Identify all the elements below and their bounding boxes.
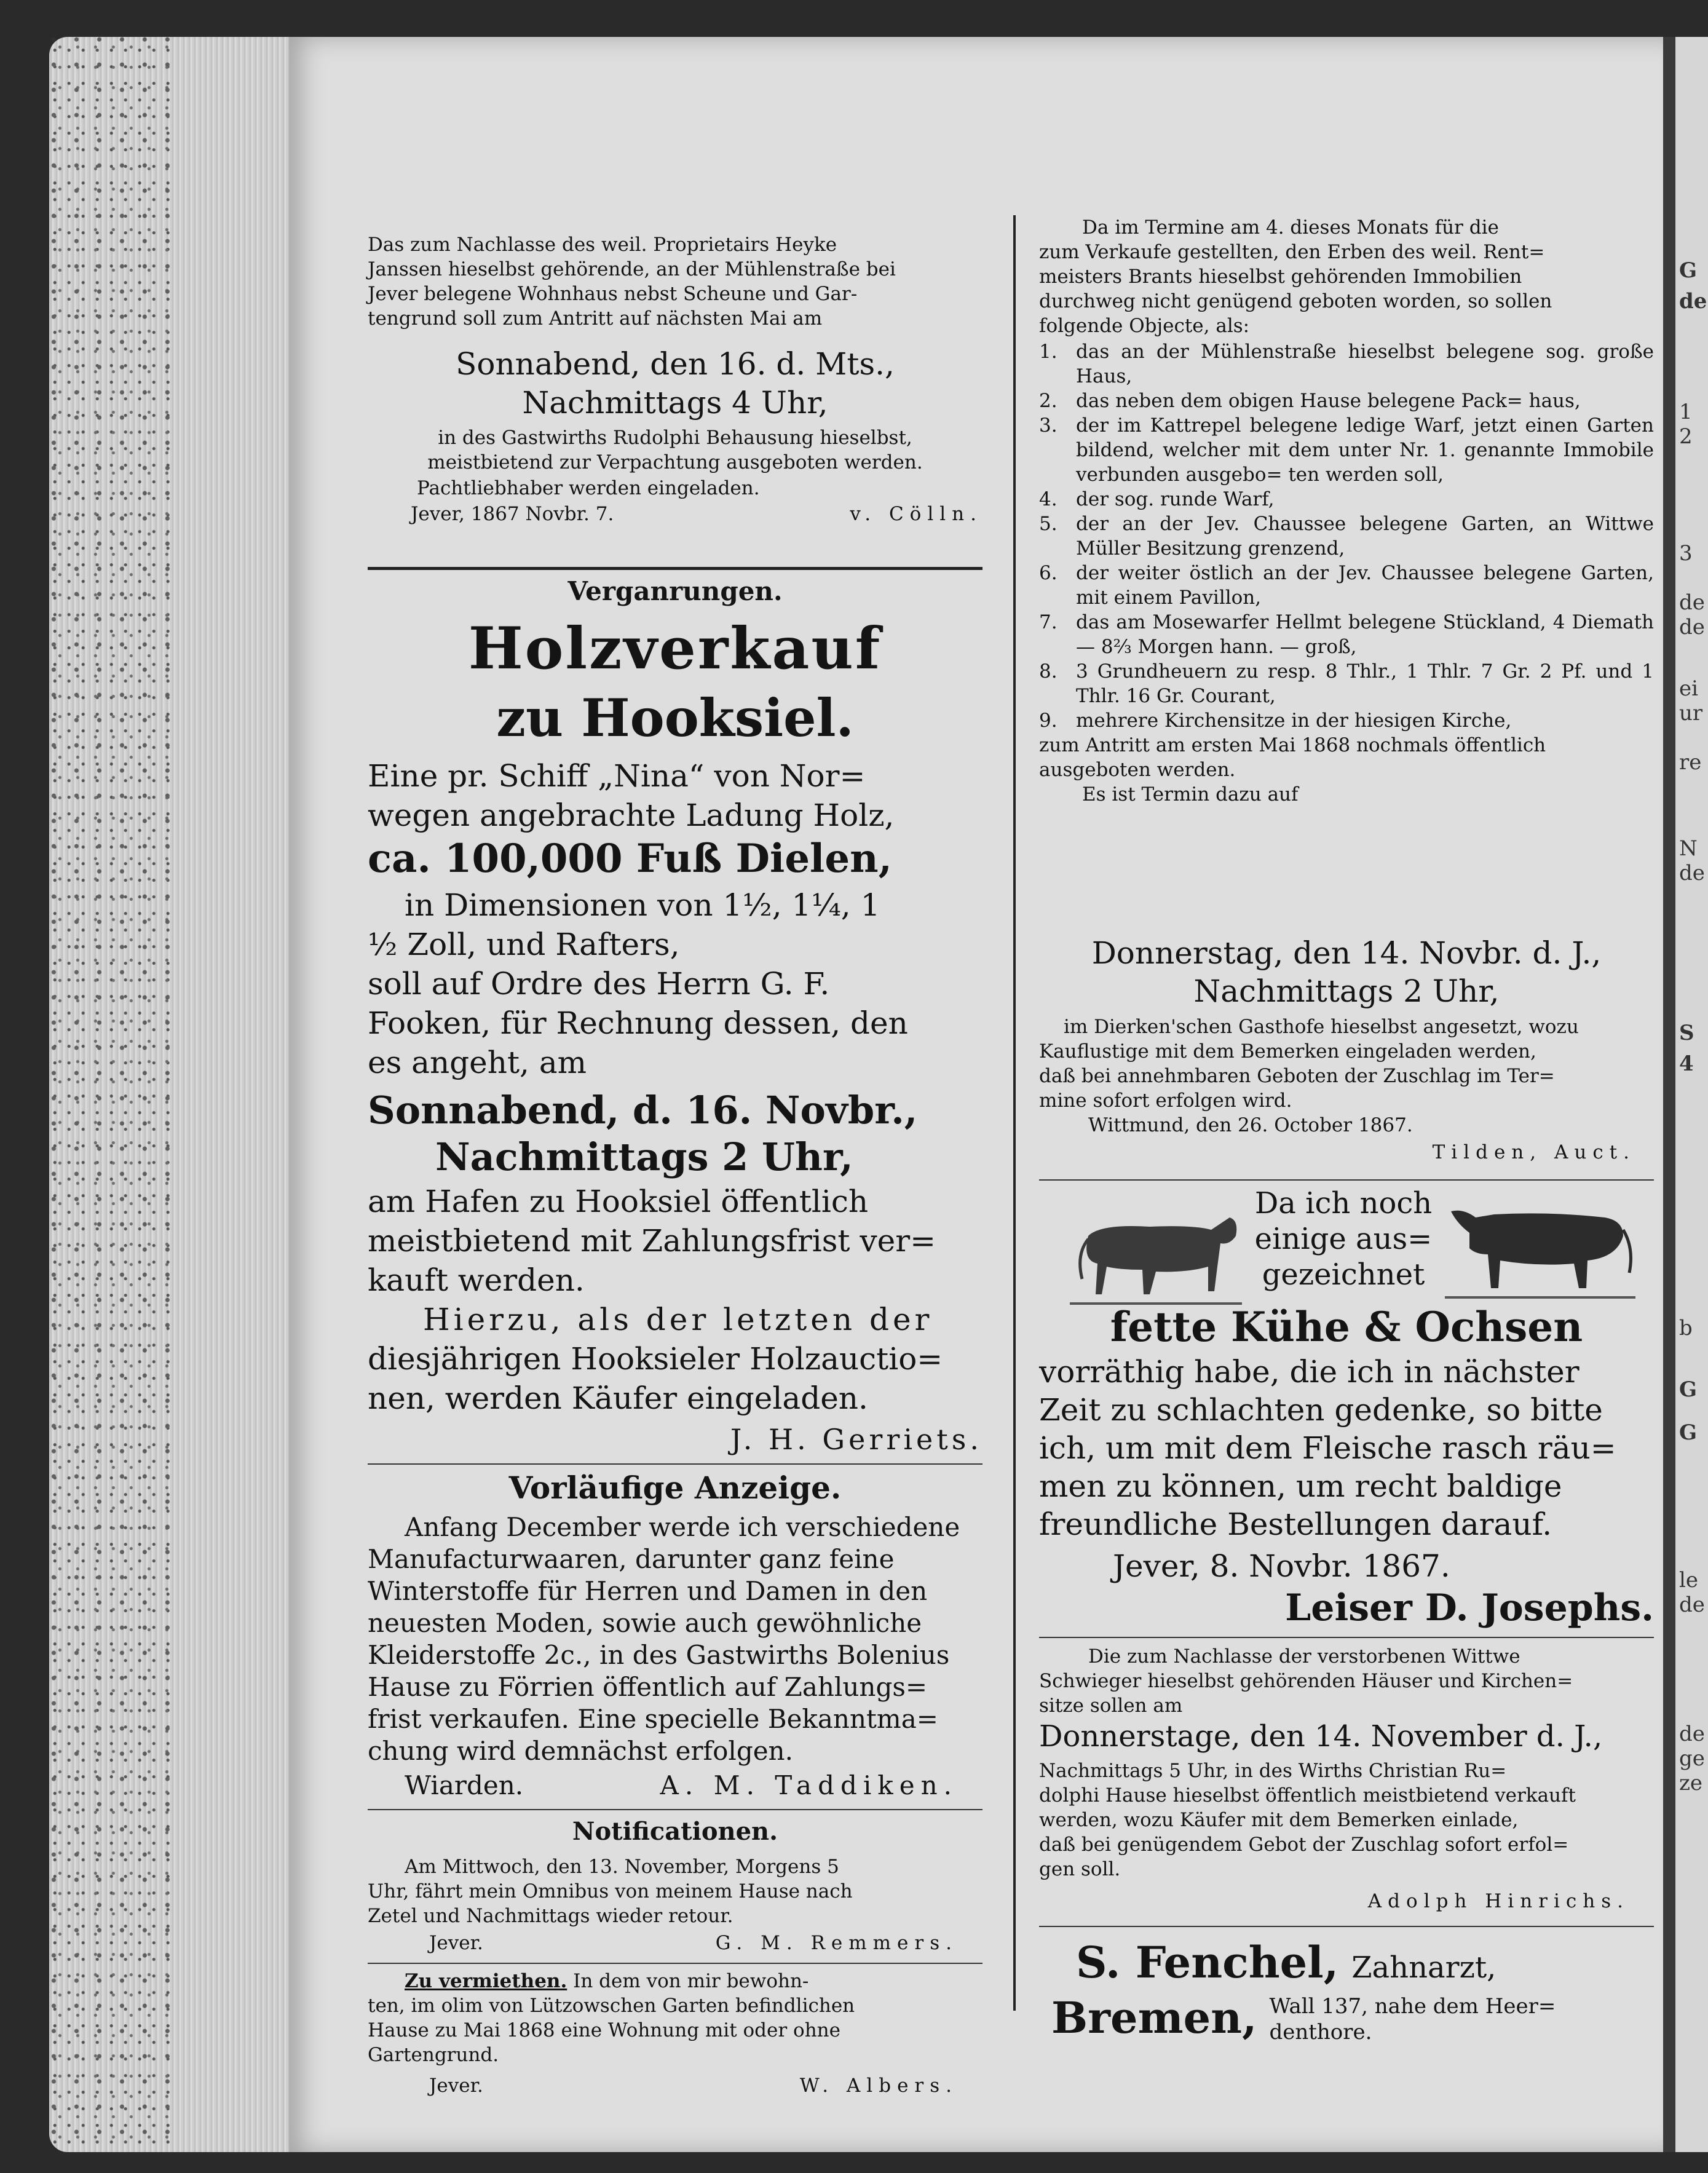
text-line: Uhr, fährt mein Omnibus von meinem Hause nach — [368, 1880, 853, 1902]
signer: v. Cölln. — [850, 503, 982, 525]
text-line: mine sofort erfolgen wird. — [1039, 1090, 1292, 1112]
heading-line: Da ich noch — [1254, 1186, 1433, 1221]
list-item — [1039, 487, 1654, 512]
ad-schwieger-signer: Adolph Hinrichs. — [1367, 1890, 1629, 1912]
signer: G. M. Remmers. — [715, 1932, 958, 1954]
ad-schwieger-date: Donnerstage, den 14. November d. J., — [1039, 1719, 1603, 1754]
list-item — [1039, 610, 1654, 659]
text-line: frist verkaufen. Eine specielle Bekanntma= — [368, 1704, 938, 1734]
ad-holz-time: Nachmittags 2 Uhr, — [435, 1134, 853, 1179]
ad-subtitle-hooksiel: zu Hooksiel. — [496, 687, 854, 748]
text-line: in Dimensionen von 1½, 1¼, 1 — [405, 887, 880, 923]
text-line: Die zum Nachlasse der verstorbenen Wittwe — [1088, 1645, 1520, 1668]
ad-anzeige-signature — [368, 1770, 982, 1802]
text-line: ½ Zoll, und Rafters, — [368, 927, 680, 962]
signer: A. M. Taddiken. — [660, 1770, 958, 1800]
address-line: Wall 137, nahe dem Heer= — [1269, 1994, 1556, 2019]
fragment: 1 — [1679, 400, 1693, 424]
ad-rule — [368, 1463, 982, 1465]
text-line: Hause zu Förrien öffentlich auf Zahlungs= — [368, 1672, 928, 1702]
text-line: gen soll. — [1039, 1858, 1121, 1880]
dentist-city: Bremen, — [1051, 1992, 1257, 2043]
text-line: Zeit zu schlachten gedenke, so bitte — [1039, 1392, 1603, 1428]
item-text: das an der Mühlenstraße hieselbst belegene sog. große Haus, — [1076, 341, 1654, 387]
ad-rule — [1039, 1637, 1654, 1638]
text-line: Zetel und Nachmittags wieder retour. — [368, 1905, 733, 1927]
text-line: nen, werden Käufer eingeladen. — [368, 1380, 868, 1416]
item-text: der im Kattrepel belegene ledige Warf, jetzt einen Garten bildend, welcher mit dem unter Nr. 1. genannte Immobile verbunden ausgebo= ten werden soll, — [1076, 414, 1654, 486]
list-item — [1039, 389, 1654, 413]
list-item — [1039, 339, 1654, 389]
fragment: ge — [1679, 1746, 1705, 1771]
text-line: chung wird demnächst erfolgen. — [368, 1736, 793, 1766]
ad-holz-body-2 — [368, 885, 982, 1082]
fragment: de — [1679, 289, 1707, 314]
ox-illustration-right — [1439, 1187, 1642, 1310]
text-line: kauft werden. — [368, 1262, 585, 1298]
ad-title-fette-kuehe: fette Kühe & Ochsen — [1110, 1303, 1583, 1351]
item-text: das am Mosewarfer Hellmt belegene Stückland, 4 Diemath — 8⅔ Morgen hann. — groß, — [1076, 611, 1654, 658]
ad-invite: Pachtliebhaber werden eingeladen. — [417, 477, 760, 499]
text-line: neuesten Moden, sowie auch gewöhnliche — [368, 1608, 922, 1638]
fragment: de — [1679, 1593, 1705, 1617]
text-line: Jever belegene Wohnhaus nebst Scheune und Gar- — [368, 283, 858, 305]
ad-immobilien-signer: Tilden, Auct. — [1432, 1141, 1635, 1163]
ad-kuehe-place-date: Jever, 8. Novbr. 1867. — [1113, 1548, 1450, 1584]
ad-immobilien — [1039, 215, 1654, 338]
fragment: ze — [1679, 1771, 1703, 1795]
text-line: Hause zu Mai 1868 eine Wohnung mit oder ohne — [368, 2019, 840, 2041]
text-line: vorräthig habe, die ich in nächster — [1039, 1354, 1580, 1390]
text-line: Manufacturwaaren, darunter ganz feine — [368, 1544, 895, 1574]
ad-title-vorlaeufige-anzeige: Vorläufige Anzeige. — [508, 1470, 842, 1506]
ad-highlight-dielen: ca. 100,000 Fuß Dielen, — [368, 836, 892, 882]
place-date: Jever, 1867 Novbr. 7. — [411, 503, 614, 525]
fragment: de — [1679, 861, 1705, 885]
fragment: G — [1679, 1420, 1698, 1445]
immobilien-list — [1039, 339, 1654, 807]
text-line: Gartengrund. — [368, 2044, 499, 2066]
text-line: in des Gastwirths Rudolphi Behausung hieselbst, — [438, 427, 912, 449]
text-line: Nachmittags 5 Uhr, in des Wirths Christian Ru= — [1039, 1760, 1507, 1782]
dentist-name: S. Fenchel, — [1076, 1937, 1339, 1988]
item-number: 9. — [1039, 710, 1058, 732]
text-line: am Hafen zu Hooksiel öffentlich — [368, 1184, 869, 1219]
text-line: tengrund soll zum Antritt auf nächsten Mai am — [368, 307, 823, 330]
text-line: werden, wozu Käufer mit dem Bemerken einlade, — [1039, 1809, 1519, 1831]
ad-holz-body-3 — [368, 1182, 982, 1418]
heading-line: einige aus= — [1254, 1222, 1433, 1256]
signer: W. Albers. — [799, 2075, 958, 2097]
fragment: 4 — [1679, 1051, 1694, 1076]
fragment: le — [1679, 1568, 1698, 1593]
list-item — [1039, 512, 1654, 561]
ad-lead: Zu vermiethen. — [405, 1970, 567, 1992]
text-line: Schwieger hieselbst gehörenden Häuser und Kirchen= — [1039, 1670, 1573, 1692]
text-line: Hierzu, als der letzten der — [423, 1302, 933, 1337]
dentist-role: Zahnarzt, — [1351, 1950, 1496, 1985]
text-line: zum Antritt am ersten Mai 1868 nochmals öffentlich — [1039, 734, 1546, 756]
ad-holz-body — [368, 756, 982, 835]
list-item — [1039, 659, 1654, 708]
ad-wohnhaus-body — [368, 425, 982, 475]
page-stack-edge — [49, 37, 292, 2152]
ad-schwieger-body — [1039, 1759, 1654, 1882]
ad-rule — [1039, 1179, 1654, 1181]
ad-wohnhaus — [368, 232, 982, 331]
text-line: men zu können, um recht baldige — [1039, 1468, 1562, 1504]
ad-zahnarzt-address — [1039, 1992, 1654, 2045]
text-line: daß bei genügendem Gebot der Zuschlag sofort erfol= — [1039, 1834, 1569, 1856]
text-line: es angeht, am — [368, 1045, 587, 1080]
item-number: 2. — [1039, 390, 1058, 412]
ad-zahnarzt — [1039, 1937, 1654, 1993]
ad-omnibus — [368, 1854, 982, 1928]
fragment: re — [1679, 750, 1702, 775]
text-line: Janssen hieselbst gehörende, an der Mühlenstraße bei — [368, 258, 896, 280]
list-item — [1039, 413, 1654, 487]
fragment: 2 — [1679, 424, 1693, 449]
ad-rule — [1039, 1926, 1654, 1927]
ad-anzeige-body — [368, 1511, 982, 1767]
text-line: Es ist Termin dazu auf — [1082, 783, 1299, 805]
ad-schwieger — [1039, 1644, 1654, 1718]
text-line: soll auf Ordre des Herrn G. F. — [368, 966, 830, 1002]
item-text: das neben dem obigen Hause belegene Pack= haus, — [1076, 390, 1581, 412]
book-gutter — [1663, 37, 1677, 2152]
column-divider — [1013, 215, 1016, 2011]
fragment: S — [1679, 1021, 1694, 1045]
fragment: de — [1679, 1722, 1705, 1746]
text-line: Da im Termine am 4. dieses Monats für die — [1082, 216, 1499, 239]
text-line: Kauflustige mit dem Bemerken eingeladen werden, — [1039, 1040, 1536, 1063]
ad-vermiethen — [368, 1969, 982, 2067]
ad-rule — [368, 1963, 982, 1964]
cow-illustration-left — [1064, 1193, 1248, 1316]
ad-vermiethen-signature — [368, 2073, 982, 2098]
text-line: meisters Brants hieselbst gehörenden Immobilien — [1039, 266, 1522, 288]
text-line: daß bei annehmbaren Geboten der Zuschlag im Ter= — [1039, 1065, 1555, 1087]
item-text: der an der Jev. Chaussee belegene Garten, an Wittwe Müller Besitzung grenzend, — [1076, 513, 1654, 560]
text-line: Das zum Nachlasse des weil. Proprietairs Heyke — [368, 234, 837, 256]
fragment: G — [1679, 1377, 1698, 1402]
ad-kuehe-heading — [1248, 1185, 1439, 1292]
item-number: 8. — [1039, 660, 1058, 683]
ad-time: Nachmittags 4 Uhr, — [522, 385, 828, 421]
ad-kuehe-body — [1039, 1353, 1654, 1543]
text-line: folgende Objecte, als: — [1039, 315, 1250, 337]
adjacent-page-fragment — [1675, 37, 1708, 2152]
item-number: 7. — [1039, 611, 1058, 633]
text-line: durchweg nicht genügend geboten worden, so sollen — [1039, 290, 1552, 312]
text-line: ten, im olim von Lützowschen Garten befindlichen — [368, 1995, 855, 2017]
item-text: mehrere Kirchensitze in der hiesigen Kirche, — [1076, 710, 1512, 732]
ad-date: Sonnabend, den 16. d. Mts., — [456, 346, 895, 382]
page-edge-speckles — [49, 37, 172, 2152]
fragment: 3 — [1679, 541, 1693, 566]
section-rule — [368, 1809, 982, 1810]
ad-omnibus-signature — [368, 1931, 982, 1955]
text-line: im Dierken'schen Gasthofe hieselbst angesetzt, wozu — [1064, 1016, 1579, 1038]
ad-kuehe-signer: Leiser D. Josephs. — [1285, 1586, 1654, 1629]
text-line: Eine pr. Schiff „Nina“ von Nor= — [368, 758, 866, 794]
text-line: Kleiderstoffe 2c., in des Gastwirths Bolenius — [368, 1640, 950, 1670]
text-line: Anfang December werde ich verschiedene — [405, 1512, 960, 1542]
item-number: 5. — [1039, 513, 1058, 535]
text-line: ich, um mit dem Fleische rasch räu= — [1039, 1430, 1616, 1466]
section-title-verganrungen: Verganrungen. — [567, 576, 783, 606]
text-line: ausgeboten werden. — [1039, 759, 1236, 781]
text-line: meistbietend mit Zahlungsfrist ver= — [368, 1223, 936, 1259]
text-line: dolphi Hause hieselbst öffentlich meistbietend verkauft — [1039, 1784, 1576, 1807]
section-rule — [368, 567, 982, 570]
item-text: 3 Grundheuern zu resp. 8 Thlr., 1 Thlr. 7 Gr. 2 Pf. und 1 Thlr. 16 Gr. Courant, — [1076, 660, 1654, 707]
address-line: denthore. — [1269, 2020, 1372, 2044]
list-item — [1039, 708, 1654, 733]
text-line: meistbietend zur Verpachtung ausgeboten werden. — [427, 451, 923, 473]
item-text: der sog. runde Warf, — [1076, 488, 1275, 510]
place: Wiarden. — [405, 1770, 524, 1800]
item-number: 1. — [1039, 341, 1058, 363]
text-line: wegen angebrachte Ladung Holz, — [368, 798, 895, 833]
fragment: G — [1679, 258, 1698, 283]
item-number: 6. — [1039, 562, 1058, 584]
fragment: de — [1679, 590, 1705, 615]
list-item — [1039, 561, 1654, 610]
fragment: N — [1679, 836, 1698, 861]
ad-immobilien-body — [1039, 1015, 1654, 1138]
ad-title-holzverkauf: Holzverkauf — [468, 615, 882, 683]
item-number: 3. — [1039, 414, 1058, 437]
dentist-address — [1269, 1992, 1556, 2045]
text-line: sitze sollen am — [1039, 1695, 1183, 1717]
place-date: Wittmund, den 26. October 1867. — [1088, 1114, 1413, 1136]
fragment: ei — [1679, 676, 1698, 701]
place: Jever. — [429, 2075, 483, 2097]
item-text: der weiter östlich an der Jev. Chaussee belegene Garten, mit einem Pavillon, — [1076, 562, 1654, 609]
fragment: de — [1679, 615, 1705, 639]
text-line: zum Verkaufe gestellten, den Erben des weil. Rent= — [1039, 241, 1545, 263]
ad-signature-row — [368, 502, 982, 526]
text-line: In dem von mir bewohn- — [573, 1970, 809, 1992]
ad-holz-date: Sonnabend, d. 16. Novbr., — [368, 1088, 918, 1133]
ad-immobilien-date: Donnerstag, den 14. Novbr. d. J., — [1091, 935, 1602, 971]
ad-immobilien-time: Nachmittags 2 Uhr, — [1193, 973, 1500, 1009]
text-line: Fooken, für Rechnung dessen, den — [368, 1005, 908, 1041]
heading-line: gezeichnet — [1262, 1257, 1425, 1292]
ad-holz-signer: J. H. Gerriets. — [730, 1423, 982, 1456]
fragment: ur — [1679, 701, 1703, 726]
section-title-notificationen: Notificationen. — [572, 1817, 778, 1846]
text-line: diesjährigen Hooksieler Holzauctio= — [368, 1341, 943, 1377]
text-line: Winterstoffe für Herren und Damen in den — [368, 1576, 928, 1606]
fragment: b — [1679, 1316, 1693, 1340]
text-line: Am Mittwoch, den 13. November, Morgens 5 — [405, 1856, 839, 1878]
place: Jever. — [429, 1932, 483, 1954]
item-number: 4. — [1039, 488, 1058, 510]
text-line: freundliche Bestellungen darauf. — [1039, 1506, 1552, 1542]
